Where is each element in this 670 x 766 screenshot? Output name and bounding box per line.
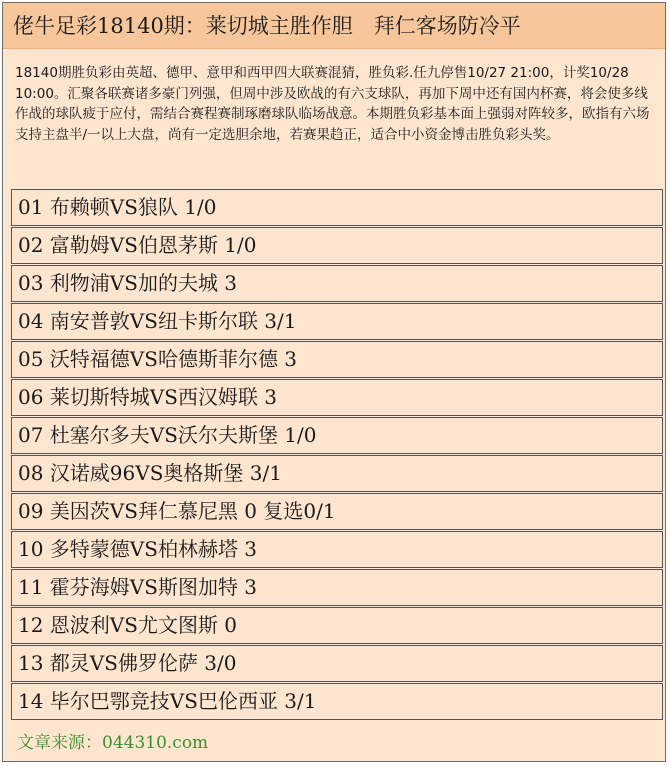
match-row-10: 10 多特蒙德VS柏林赫塔 3 [11,531,663,568]
intro-paragraph: 18140期胜负彩由英超、德甲、意甲和西甲四大联赛混猜，胜负彩.任九停售10/27 21:00，计奖10/28 10:00。汇聚各联赛诸多豪门列强，但周中涉及欧战的有六支球队，再加下周中还有国内杯赛，将会使多线作战的球队疲于应付，需结合赛程赛制琢磨球队临场战意。本期胜负彩基本面上强弱对阵较多，欧指有六场支持主盘半/一以上大盘，尚有一定选胆余地，若赛果趋正，适合中小资金博击胜负彩头奖。 [3,57,665,185]
source-link[interactable]: 文章来源：044310.com [17,733,209,753]
match-row-03: 03 利物浦VS加的夫城 3 [11,265,663,302]
match-row-01: 01 布赖顿VS狼队 1/0 [11,189,663,226]
match-row-12: 12 恩波利VS尤文图斯 0 [11,607,663,644]
article-card [2,2,666,762]
match-list [11,189,663,721]
match-row-04: 04 南安普敦VS纽卡斯尔联 3/1 [11,303,663,340]
article-title: 佬牛足彩18140期：莱切城主胜作胆 拜仁客场防冷平 [3,3,665,49]
match-row-07: 07 杜塞尔多夫VS沃尔夫斯堡 1/0 [11,417,663,454]
match-row-06: 06 莱切斯特城VS西汉姆联 3 [11,379,663,416]
match-row-14: 14 毕尔巴鄂竞技VS巴伦西亚 3/1 [11,683,663,720]
match-row-13: 13 都灵VS佛罗伦萨 3/0 [11,645,663,682]
match-row-09: 09 美因茨VS拜仁慕尼黑 0 复选0/1 [11,493,663,530]
match-row-08: 08 汉诺威96VS奥格斯堡 3/1 [11,455,663,492]
match-row-11: 11 霍芬海姆VS斯图加特 3 [11,569,663,606]
match-row-02: 02 富勒姆VS伯恩茅斯 1/0 [11,227,663,264]
match-row-05: 05 沃特福德VS哈德斯菲尔德 3 [11,341,663,378]
